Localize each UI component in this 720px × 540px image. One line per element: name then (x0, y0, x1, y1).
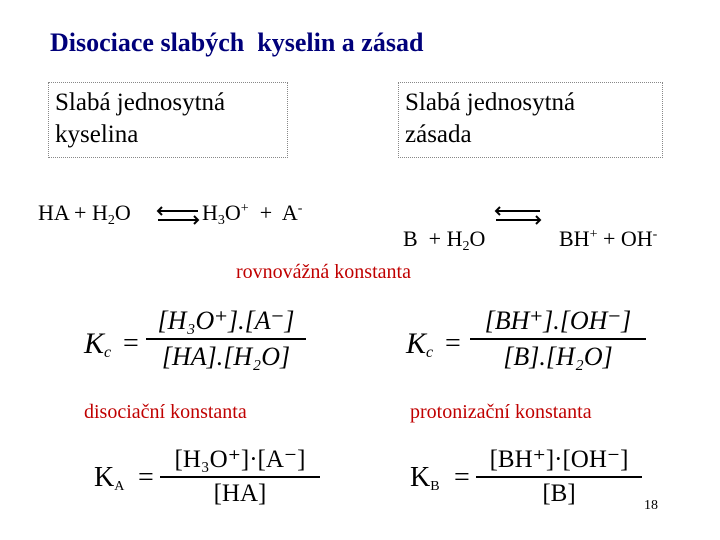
base-box (398, 82, 663, 158)
acid-right-b: O (224, 200, 241, 225)
equilibrium-label: rovnovážná konstanta (236, 261, 411, 283)
acid-right-c: + A (248, 200, 298, 225)
ka-symbol (94, 462, 124, 495)
equilibrium-arrow-icon (156, 206, 200, 226)
kb-symbol (410, 462, 440, 495)
acid-reaction-right (202, 200, 302, 229)
kc-acid-denominator: [HA].[H₂O] (161, 341, 291, 371)
base-box-line1: Slabá jednosytná (405, 89, 576, 116)
ka-fraction (160, 444, 320, 508)
fraction-line (476, 476, 642, 478)
kc-base-sub: c (426, 344, 434, 361)
acid-right-sup: + (240, 201, 249, 216)
base-right-b: + OH (597, 226, 653, 251)
kc-base-denominator: [B].[H₂O] (503, 341, 613, 371)
base-right-sup: + (589, 227, 598, 242)
acid-left-text: HA + H (38, 200, 108, 225)
base-left-sub: 2 (462, 239, 470, 254)
base-box-line2: zásada (405, 121, 472, 148)
ka-sub: A (114, 479, 125, 494)
acid-left-end: O (114, 200, 131, 225)
ka-k: K (94, 462, 115, 493)
page-number: 18 (644, 498, 658, 513)
base-left-text: B + H (403, 226, 463, 251)
acid-right-a: H (202, 200, 218, 225)
kb-numerator: [BH⁺]·[OH⁻] (489, 446, 629, 473)
base-right-a: BH (559, 226, 590, 251)
equilibrium-arrow-icon (494, 206, 542, 226)
kc-base-fraction (470, 306, 646, 372)
dissociation-label: disociační konstanta (84, 401, 247, 423)
kc-acid-numerator: [H₃O⁺].[A⁻] (157, 306, 295, 335)
kc-acid-equals: = (123, 328, 139, 359)
kc-base-symbol (406, 327, 433, 362)
kc-acid-k: K (84, 327, 105, 360)
kb-k: K (410, 462, 431, 493)
kc-acid-sub: c (104, 344, 112, 361)
fraction-line (470, 338, 646, 340)
kc-acid-symbol (84, 327, 111, 362)
fraction-line (160, 476, 320, 478)
kc-base-numerator: [BH⁺].[OH⁻] (484, 306, 632, 335)
acid-box (48, 82, 288, 158)
base-left-end: O (469, 226, 486, 251)
kc-acid-fraction (146, 306, 306, 372)
acid-reaction-left (38, 200, 131, 229)
ka-equals: = (138, 462, 154, 493)
acid-left-sub: 2 (107, 213, 115, 228)
kb-denominator: [B] (542, 479, 576, 507)
kc-base-k: K (406, 327, 427, 360)
kb-fraction (476, 444, 642, 508)
fraction-line (146, 338, 306, 340)
ka-numerator: [H₃O⁺]·[A⁻] (174, 446, 306, 473)
kb-sub: B (430, 479, 440, 494)
acid-box-line2: kyselina (55, 121, 139, 148)
base-reaction-left (392, 200, 485, 255)
page-title: Disociace slabých kyselin a zásad (50, 28, 424, 57)
acid-right-sub: 3 (217, 213, 225, 228)
ka-denominator: [HA] (213, 479, 267, 507)
kc-base-equals: = (445, 328, 461, 359)
acid-right-sup2: - (297, 201, 303, 216)
kb-equals: = (454, 462, 470, 493)
base-reaction-right (548, 200, 657, 252)
base-right-sup2: - (652, 227, 658, 242)
protonization-label: protonizační konstanta (410, 401, 592, 423)
acid-box-line1: Slabá jednosytná (55, 89, 226, 116)
